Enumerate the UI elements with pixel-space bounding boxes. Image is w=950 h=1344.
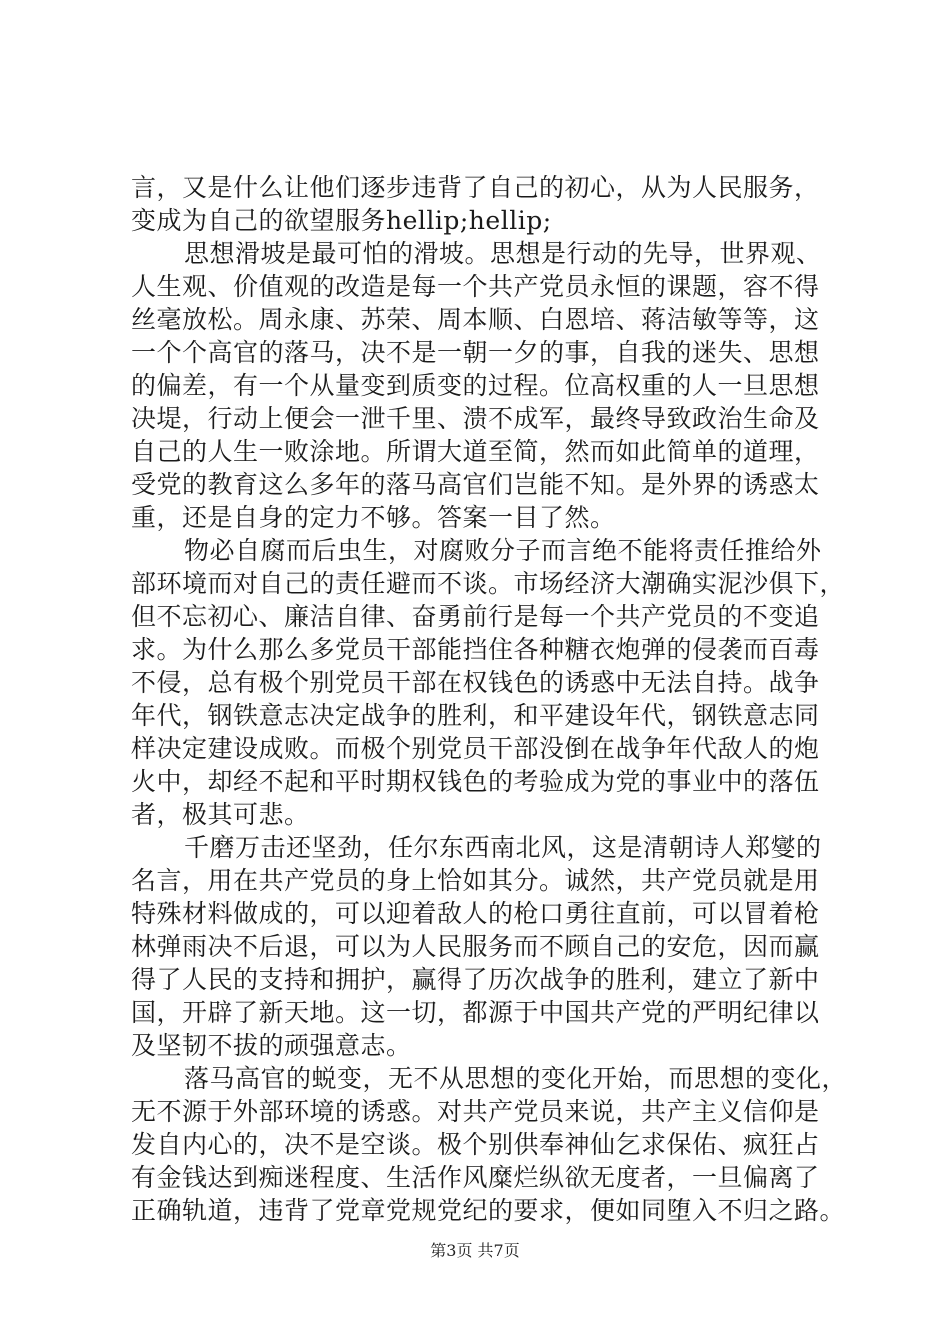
text-line: 样决定建设成败。而极个别党员干部没倒在战争年代敌人的炮 (131, 734, 820, 763)
text-line: 火中，却经不起和平时期权钱色的考验成为党的事业中的落伍 (131, 767, 820, 796)
text-line: 的偏差，有一个从量变到质变的过程。位高权重的人一旦思想 (131, 371, 820, 400)
paragraph-start-line: 思想滑坡是最可怕的滑坡。思想是行动的先导，世界观、 (184, 239, 822, 268)
text-line: 发自内心的，决不是空谈。极个别供奉神仙乞求保佑、疯狂占 (131, 1130, 820, 1159)
page-number-footer: 第3页 共7页 (430, 1241, 520, 1260)
text-line: 国，开辟了新天地。这一切，都源于中国共产党的严明纪律以 (131, 998, 820, 1027)
text-line: 求。为什么那么多党员干部能挡住各种糖衣炮弹的侵袭而百毒 (131, 635, 820, 664)
text-line: 林弹雨决不后退，可以为人民服务而不顾自己的安危，因而赢 (131, 932, 820, 961)
text-line: 名言，用在共产党员的身上恰如其分。诚然，共产党员就是用 (131, 866, 820, 895)
text-line: 重，还是自身的定力不够。答案一目了然。 (131, 503, 616, 532)
body-text (131, 171, 848, 1227)
text-line: 有金钱达到痴迷程度、生活作风糜烂纵欲无度者，一旦偏离了 (131, 1163, 820, 1192)
text-line: 人生观、价值观的改造是每一个共产党员永恒的课题，容不得 (131, 272, 820, 301)
text-line: 言，又是什么让他们逐步违背了自己的初心，从为人民服务， (131, 173, 820, 202)
text-line: 自己的人生一败涂地。所谓大道至简，然而如此简单的道理， (131, 437, 820, 466)
paragraph-start-line: 物必自腐而后虫生，对腐败分子而言绝不能将责任推给外 (184, 536, 822, 565)
text-line: 得了人民的支持和拥护，赢得了历次战争的胜利，建立了新中 (131, 965, 820, 994)
text-line: 及坚韧不拔的顽强意志。 (131, 1031, 412, 1060)
text-line: 变成为自己的欲望服务hellip;hellip; (131, 206, 552, 235)
text-line: 一个个高官的落马，决不是一朝一夕的事，自我的迷失、思想 (131, 338, 820, 367)
text-line: 决堤，行动上便会一泄千里、溃不成军，最终导致政治生命及 (131, 404, 820, 433)
text-line: 者，极其可悲。 (131, 800, 310, 829)
text-line: 无不源于外部环境的诱惑。对共产党员来说，共产主义信仰是 (131, 1097, 820, 1126)
paragraph-start-line: 落马高官的蜕变，无不从思想的变化开始，而思想的变化， (184, 1064, 848, 1093)
text-line: 正确轨道，违背了党章党规党纪的要求，便如同堕入不归之路。 (131, 1196, 846, 1225)
text-line: 特殊材料做成的，可以迎着敌人的枪口勇往直前，可以冒着枪 (131, 899, 820, 928)
text-line: 但不忘初心、廉洁自律、奋勇前行是每一个共产党员的不变追 (131, 602, 820, 631)
text-line: 不侵，总有极个别党员干部在权钱色的诱惑中无法自持。战争 (131, 668, 820, 697)
text-line: 丝毫放松。周永康、苏荣、周本顺、白恩培、蒋洁敏等等，这 (131, 305, 820, 334)
text-line: 受党的教育这么多年的落马高官们岂能不知。是外界的诱惑太 (131, 470, 820, 499)
text-line: 年代，钢铁意志决定战争的胜利，和平建设年代，钢铁意志同 (131, 701, 820, 730)
text-line: 部环境而对自己的责任避而不谈。市场经济大潮确实泥沙俱下， (131, 569, 846, 598)
paragraph-start-line: 千磨万击还坚劲，任尔东西南北风，这是清朝诗人郑燮的 (184, 833, 822, 862)
